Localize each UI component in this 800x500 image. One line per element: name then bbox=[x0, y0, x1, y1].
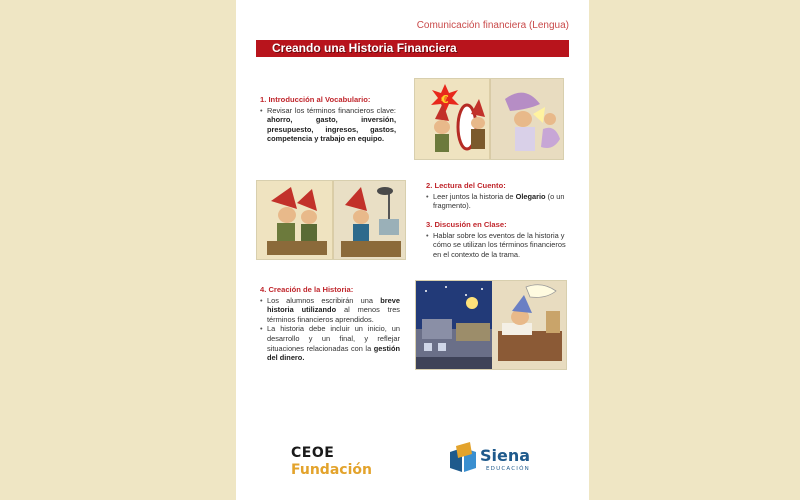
section-discussion-title: 3. Discusión en Clase: bbox=[426, 220, 507, 229]
item-text: (o un fragmento). bbox=[433, 191, 565, 211]
siena-educacion-logo bbox=[446, 440, 546, 485]
section-vocabulary-title: 1. Introducción al Vocabulario: bbox=[260, 95, 371, 104]
item-text: Revisar los términos financieros clave: bbox=[267, 105, 396, 115]
educacion-logo-text: EDUCACIÓN bbox=[486, 466, 530, 472]
item-text: Leer juntos la historia de bbox=[433, 191, 516, 201]
item-text bbox=[294, 305, 302, 314]
section-discussion bbox=[426, 220, 569, 259]
item-bold-text: breve historia bbox=[267, 295, 400, 315]
ceoe-fundacion-logo bbox=[291, 445, 391, 485]
section-reading-title: 2. Lectura del Cuento: bbox=[426, 181, 506, 190]
section-creation-title: 4. Creación de la Historia: bbox=[260, 285, 354, 294]
list-item bbox=[260, 296, 400, 325]
item-bold-text: utilizando bbox=[301, 305, 337, 315]
book-icon bbox=[446, 442, 480, 476]
document-page bbox=[236, 0, 589, 500]
siena-logo-text: Siena bbox=[480, 446, 531, 465]
item-bold-text: gestión del dinero. bbox=[267, 343, 400, 363]
item-text: La historia debe incluir un inicio, un desarrollo y un final, y reflejar situaciones relacionadas con la bbox=[267, 324, 400, 353]
fundacion-logo-text: Fundación bbox=[291, 462, 372, 478]
list-item bbox=[260, 106, 396, 144]
item-text: al menos tres términos financieros aprendidos. bbox=[267, 305, 400, 324]
comic-illustration-3 bbox=[415, 280, 567, 370]
item-text: Los alumnos escribirán una bbox=[267, 295, 381, 305]
list-item bbox=[426, 192, 569, 211]
section-reading bbox=[426, 181, 569, 211]
comic-illustration-2 bbox=[256, 180, 406, 260]
ceoe-logo-text: CEOE bbox=[291, 445, 335, 461]
page-title: Creando una Historia Financiera bbox=[256, 40, 569, 57]
list-item bbox=[260, 324, 400, 362]
comic-illustration-1 bbox=[414, 78, 564, 160]
item-bold-text: Olegario bbox=[515, 191, 546, 201]
section-vocabulary bbox=[260, 95, 396, 144]
item-bold-text: ahorro, gasto, inversión, presupuesto, ingresos, gastos, competencia y trabajo en equipo. bbox=[267, 115, 396, 144]
section-creation bbox=[260, 285, 400, 363]
subject-label: Comunicación financiera (Lengua) bbox=[416, 20, 569, 31]
list-item: • Hablar sobre los eventos de la historia y cómo se utilizan los términos financieros en el contexto de la trama. bbox=[426, 231, 569, 260]
svg-text:€: € bbox=[441, 93, 449, 106]
